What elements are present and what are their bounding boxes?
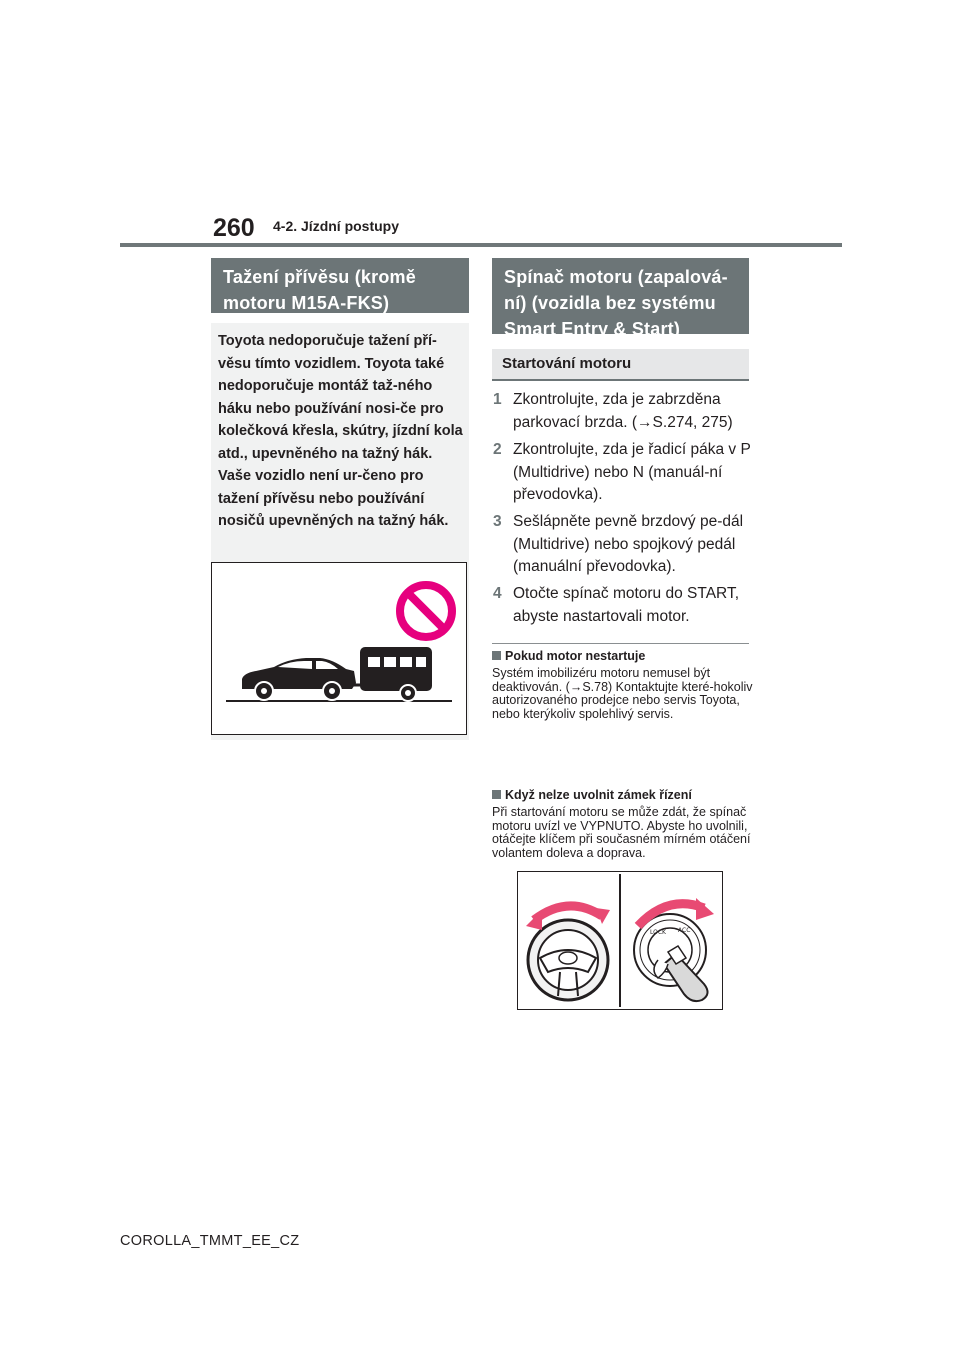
steering-key-figure	[517, 871, 723, 1010]
section-label: 4-2. Jízdní postupy	[273, 218, 400, 234]
towing-figure	[211, 562, 467, 735]
note-title: Pokud motor nestartuje	[492, 649, 645, 663]
step-3	[493, 511, 753, 579]
step-number: 4	[493, 585, 502, 602]
car-with-trailer-illustration	[212, 563, 466, 734]
document-code: COROLLA_TMMT_EE_CZ	[120, 1233, 300, 1249]
step-text: Zkontrolujte, zda je řadicí páka v P (Multidrive) nebo N (manuál-ní převodovka).	[513, 441, 751, 503]
prohibited-sign-icon	[400, 585, 452, 637]
rotate-clockwise-arrow-icon	[638, 898, 714, 926]
note-text: Při startování motoru se může zdát, že spínač motoru uvízl ve VYPNUTO. Abyste ho uvolnili, otáčejte klíčem při současném mírném otáčení volantem doleva a doprava.	[492, 805, 751, 860]
step-text: Zkontrolujte, zda je zabrzděna parkovací brzda. (→S.274, 275)	[513, 391, 733, 431]
engine-switch-heading: Spínač motoru (zapalová-ní) (vozidla bez systému Smart Entry & Start)	[492, 258, 749, 334]
square-bullet-icon	[492, 790, 501, 799]
svg-text:ACC: ACC	[678, 927, 691, 934]
header-divider	[120, 243, 842, 247]
step-number: 1	[493, 391, 502, 408]
notes-divider	[492, 643, 749, 644]
step-number: 3	[493, 513, 502, 530]
step-text: Otočte spínač motoru do START, abyste nastartovali motor.	[513, 585, 739, 625]
svg-text:LOCK: LOCK	[650, 929, 666, 936]
step-number: 2	[493, 441, 502, 458]
starting-engine-subheading: Startování motoru	[492, 349, 749, 381]
towing-notice-text: Toyota nedoporučuje tažení pří-věsu tímto vozidlem. Toyota také nedoporučuje montáž taž-ného háku nebo používání nosi-če pro kolečková křesla, skútry, jízdní kola atd., upevněného na tažný hák. Vaše vozidlo není ur-čeno pro tažení přívěsu nebo používání nosičů upevněných na tažný hák.	[218, 333, 463, 529]
note-title: Když nelze uvolnit zámek řízení	[492, 788, 692, 802]
step-4	[493, 583, 753, 628]
towing-heading: Tažení přívěsu (kromě motoru M15A-FKS)	[211, 258, 469, 313]
step-1	[493, 389, 753, 434]
trailer-icon	[360, 647, 432, 701]
steering-wheel-icon	[528, 920, 608, 1000]
square-bullet-icon	[492, 651, 501, 660]
note-text: Systém imobilizéru motoru nemusel být deaktivován. (→S.78) Kontaktujte které-hokoliv autorizovaného prodejce nebo servis Toyota, nebo kterýkoliv spolehlivý servis.	[492, 666, 753, 721]
car-icon	[242, 658, 356, 700]
step-2	[493, 439, 753, 507]
page-number: 260	[213, 214, 255, 242]
step-text: Sešlápněte pevně brzdový pe-dál (Multidrive) nebo spojkový pedál (manuální převodovka).	[513, 513, 744, 575]
